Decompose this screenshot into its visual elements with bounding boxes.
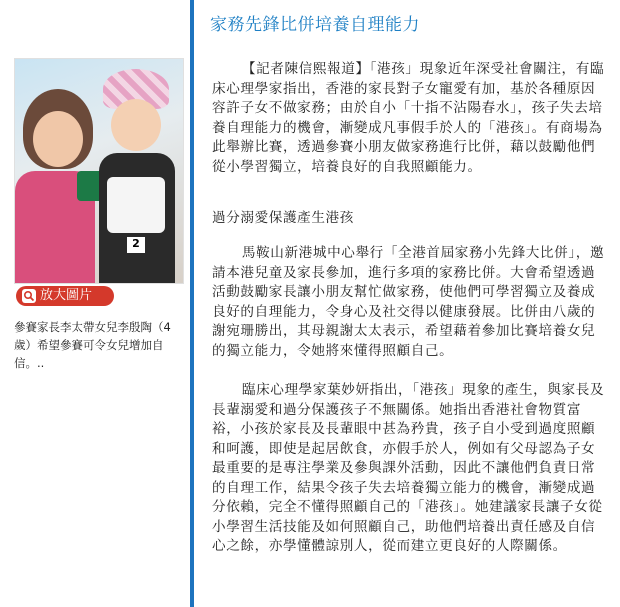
enlarge-label: 放大圖片	[40, 288, 93, 303]
article-photo[interactable]	[14, 58, 184, 284]
photo-caption: 參賽家長李太帶女兒李殷陶（4歲）希望參賽可令女兒增加自信。..	[14, 320, 171, 370]
column-divider	[190, 0, 194, 607]
child-face	[111, 99, 161, 151]
mother-face	[33, 111, 83, 167]
enlarge-image-button[interactable]	[16, 286, 114, 306]
folded-clothes	[107, 177, 165, 233]
subheading: 過分溺愛保護產生港孩	[212, 210, 354, 226]
contestant-number: 2	[127, 237, 145, 253]
article-title: 家務先鋒比併培養自理能力	[210, 15, 420, 35]
magnifier-icon	[22, 289, 36, 303]
paragraph-1: 【記者陳信熙報道】「港孩」現象近年深受社會關注，有臨床心理學家指出，香港的家長對子女寵愛有加，基於各種原因容許子女不做家務；由於自小「十指不沾陽春水」，孩子失去培養自理能力的機會，漸變成凡事假手於人的「港孩」。有商場為此舉辦比賽，透過參賽小朋友做家務進行比併，藉以鼓勵他們從小學習獨立，培養良好的自我照顧能力。	[212, 61, 605, 175]
paragraph-3: 臨床心理學家葉妙妍指出，「港孩」現象的產生，與家長及長輩溺愛和過分保護孩子不無關係。她指出香港社會物質富裕，小孩於家長及長輩眼中甚為矜貴，孩子自小受到過度照顧和呵護，即使是起居飲食，亦假手於人，例如有父母認為子女最重要的是專注學業及參與課外活動，因此不讓他們負責日常的自理工作，結果令孩子失去培養獨立能力的機會，漸變成過分依賴，完全不懂得照顧自己的「港孩」。她建議家長讓子女從小學習生活技能及如何照顧自己，助他們培養出責任感及自信心之餘，亦學懂體諒別人，從而建立更良好的人際關係。	[212, 382, 605, 554]
paragraph-2: 馬鞍山新港城中心舉行「全港首屆家務小先鋒大比併」，邀請本港兒童及家長參加，進行多項的家務比併。大會希望透過活動鼓勵家長讓小朋友幫忙做家務，使他們可學習獨立及養成良好的自理能力，令身心及社交得以健康發展。比併由八歲的謝宛珊勝出，其母親謝太太表示，希望藉着參加比賽培養女兒的獨立能力，令她將來懂得照顧自己。	[212, 245, 605, 359]
sidebar	[0, 0, 190, 607]
